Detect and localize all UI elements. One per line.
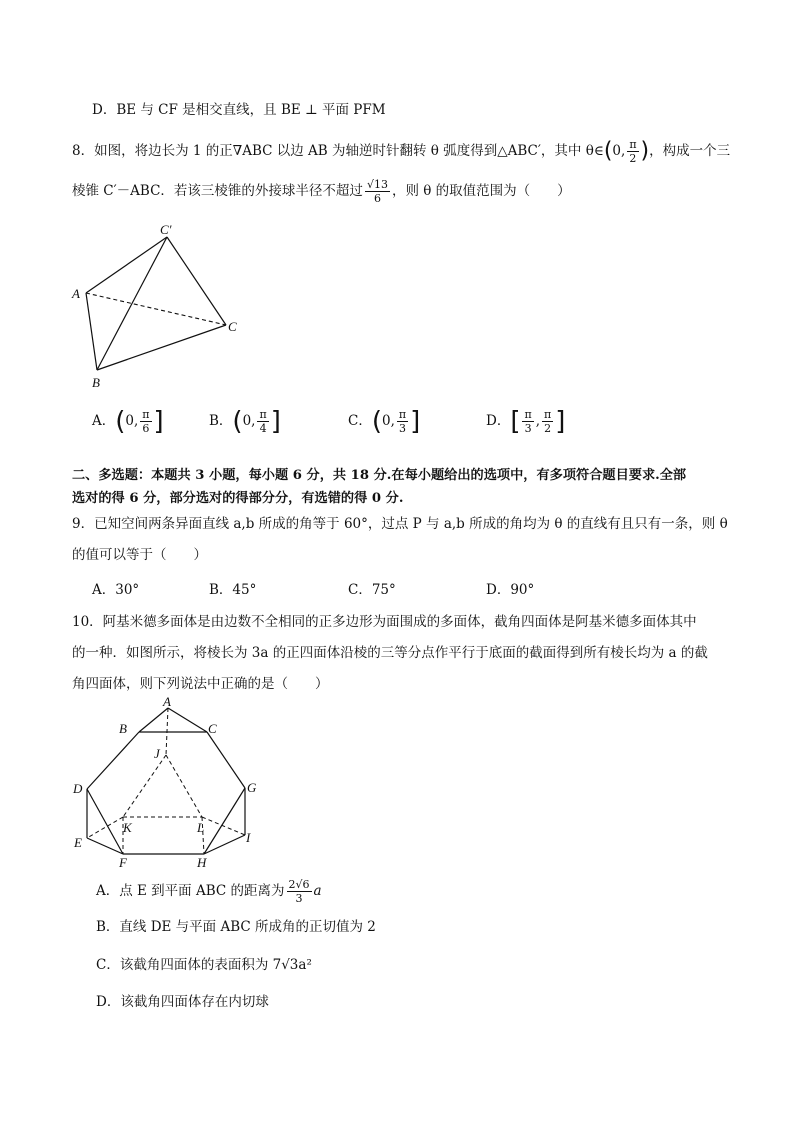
theta-num: π [629, 138, 637, 151]
opt-c-key: C． [348, 413, 372, 429]
q9-stem-line2: 的值可以等于（ ） [72, 547, 207, 563]
radius-den: 6 [373, 192, 381, 205]
q9-option-b: B．45° [209, 582, 257, 598]
theta-left: 0, [612, 143, 626, 159]
theta-frac [627, 138, 638, 165]
edge-cp-a [86, 237, 167, 293]
q8-stem-line1 [72, 138, 730, 165]
opt-a-key: A． [92, 413, 116, 429]
section2-heading-line1: 二、多选题：本题共 3 小题，每小题 6 分，共 18 分.在每小题给出的选项中，有多项符合题目要求.全部 [72, 468, 687, 483]
edge-b-d [87, 732, 139, 789]
label-a: A [72, 286, 80, 301]
label-l: L [197, 820, 205, 835]
paren-open: ( [603, 138, 613, 164]
q9-option-a: A．30° [92, 582, 140, 598]
opt-d-lbrk: [ [510, 406, 521, 437]
q8-text-b: ABC 以边 AB 为轴逆时针翻转 θ 弧度得到△ABC′，其中 θ∈ [242, 143, 604, 159]
opt-b-num: π [259, 408, 267, 421]
label-b: B [119, 721, 127, 736]
label-b: B [92, 375, 100, 390]
label-g: G [247, 780, 257, 795]
q8-option-c [348, 408, 420, 435]
q8-text-e: ，则 θ 的取值范围为（ ） [391, 183, 571, 199]
opt-d-den2: 2 [544, 422, 552, 435]
opt-b-key: B． [209, 413, 233, 429]
q10-opt-a-text: A．点 E 到平面 ABC 的距离为 [96, 883, 285, 899]
edge-a-b [139, 708, 168, 732]
opt-b-den: 4 [259, 422, 267, 435]
opt-d-rbrk: ] [555, 406, 566, 437]
opt-c-frac [397, 408, 408, 435]
edge-j-k-hidden [123, 755, 166, 817]
q8-pyramid-figure [66, 215, 256, 395]
label-f: F [119, 855, 127, 870]
q10-opt-a-var: a [313, 883, 322, 899]
opt-a-den: 6 [142, 422, 150, 435]
label-j: J [154, 746, 160, 761]
q8-option-b [209, 408, 281, 435]
opt-c-rbrk: ] [410, 406, 421, 437]
edge-k-e-hidden [87, 817, 123, 838]
opt-d-key: D． [486, 413, 511, 429]
opt-a-lparen: ( [115, 406, 126, 437]
opt-d-comma: , [535, 413, 541, 429]
label-a: A [163, 695, 171, 709]
q10-truncated-tetrahedron-figure [66, 695, 266, 873]
label-h: H [197, 855, 207, 870]
label-e: E [74, 835, 82, 850]
q10-option-b: B．直线 DE 与平面 ABC 所成角的正切值为 2 [96, 919, 376, 935]
q8-text-d: 棱锥 C′－ABC．若该三棱锥的外接球半径不超过 [72, 183, 363, 199]
edge-d-f [87, 789, 123, 854]
q10-opt-a-frac [287, 878, 312, 905]
q9-stem-line1: 9．已知空间两条异面直线 a,b 所成的角等于 60°，过点 P 与 a,b 所成的角均为 θ 的直线有且只有一条，则 θ [72, 516, 728, 532]
opt-a-frac [140, 408, 151, 435]
opt-d-den1: 3 [524, 422, 532, 435]
opt-c-den: 3 [399, 422, 406, 435]
opt-a-num: π [142, 408, 150, 421]
radius-num: √13 [366, 178, 388, 191]
opt-b-zero: 0, [242, 413, 256, 429]
opt-b-frac [257, 408, 268, 435]
opt-c-lparen: ( [371, 406, 382, 437]
edge-l-i-hidden [202, 817, 245, 835]
q10-opt-a-den: 3 [295, 892, 303, 905]
edge-cp-b [97, 237, 167, 370]
q8-stem-line2 [72, 178, 571, 205]
theta-den: 2 [629, 152, 637, 165]
q9-option-c: C．75° [348, 582, 396, 598]
q10-opt-a-num: 2√6 [288, 878, 310, 891]
q10-option-c: C．该截角四面体的表面积为 7√3a² [96, 957, 312, 973]
edge-e-f [87, 838, 123, 854]
label-i: I [246, 830, 251, 845]
paren-close: ) [640, 138, 650, 164]
label-cprime: C′ [160, 222, 172, 237]
edge-a-b [86, 293, 97, 370]
q10-stem-line3: 角四面体，则下列说法中正确的是（ ） [72, 676, 329, 692]
label-d: D [73, 781, 83, 796]
edge-a-c [168, 708, 207, 732]
radius-frac [365, 178, 390, 205]
q8-text-a: 8．如图，将边长为 1 的正 [72, 143, 233, 159]
label-c: C [208, 721, 217, 736]
opt-d-frac2 [542, 408, 553, 435]
opt-c-num: π [398, 408, 407, 421]
section2-heading-line2: 选对的得 6 分，部分选对的得部分分，有选错的得 0 分. [72, 491, 404, 506]
q8-option-d [486, 408, 565, 435]
edge-cp-c [167, 237, 226, 325]
q10-option-d: D．该截角四面体存在内切球 [96, 994, 269, 1010]
label-c: C [228, 319, 237, 334]
q10-option-a [96, 878, 322, 905]
q8-option-a [92, 408, 164, 435]
q10-stem-line1: 10．阿基米德多面体是由边数不全相同的正多边形为面围成的多面体，截角四面体是阿基米德多面体其中 [72, 614, 697, 630]
edge-a-c-hidden [86, 293, 226, 325]
q10-stem-line2: 的一种．如图所示，将棱长为 3a 的正四面体沿棱的三等分点作平行于底面的截面得到所有棱长均为 a 的截 [72, 645, 708, 661]
opt-d-num2: π [544, 408, 552, 421]
opt-b-lparen: ( [232, 406, 243, 437]
opt-a-zero: 0, [125, 413, 139, 429]
edge-j-l-hidden [166, 755, 202, 817]
q9-option-d: D．90° [486, 582, 535, 598]
opt-b-rbrk: ] [270, 406, 281, 437]
edge-b-c [97, 325, 226, 370]
opt-c-zero: 0, [382, 413, 395, 429]
opt-a-rbrk: ] [153, 406, 164, 437]
opt-d-frac1 [522, 408, 533, 435]
opt-d-num1: π [524, 408, 532, 421]
q7-option-d: D．BE 与 CF 是相交直线，且 BE ⊥ 平面 PFM [92, 102, 386, 118]
label-k: K [123, 820, 132, 835]
q8-text-c: ，构成一个三 [649, 143, 731, 159]
edge-c-g [207, 732, 245, 788]
triangle-symbol: ∇ [232, 143, 243, 159]
